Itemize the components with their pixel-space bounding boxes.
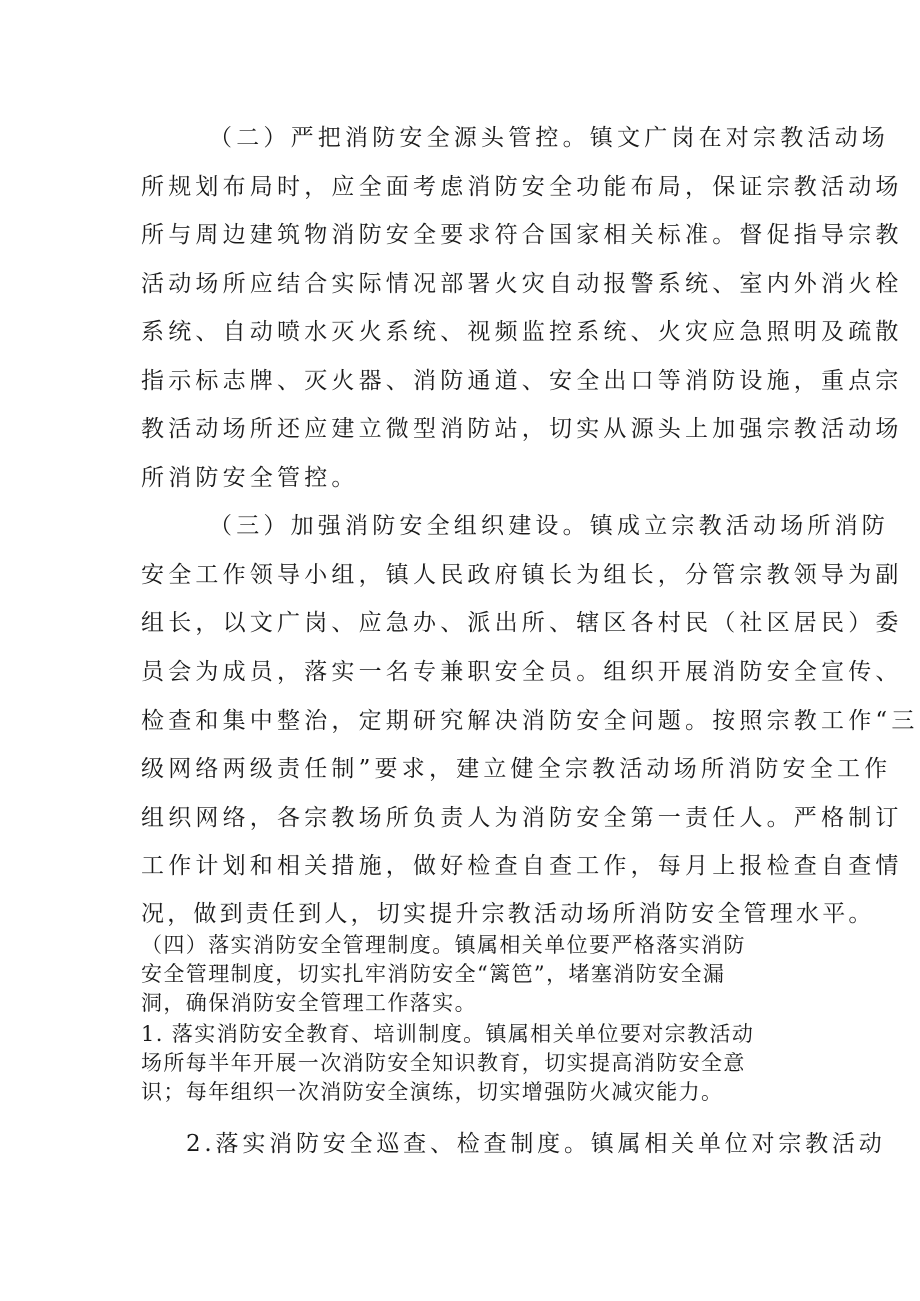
text-line: 活动场所应结合实际情况部署火灾自动报警系统、室内外消火栓 <box>141 271 903 297</box>
text-line: 2.落实消防安全巡查、检查制度。镇属相关单位对宗教活动 <box>186 1131 886 1157</box>
text-line: 况，做到责任到人，切实提升宗教活动场所消防安全管理水平。 <box>141 901 875 927</box>
text-line: （四）落实消防安全管理制度。镇属相关单位要严格落实消防 <box>141 933 746 957</box>
text-line: 安全工作领导小组，镇人民政府镇长为组长，分管宗教领导为副 <box>141 562 903 588</box>
text-line: 识；每年组织一次消防安全演练，切实增强防火减灾能力。 <box>141 1080 724 1104</box>
text-line: 所消防安全管控。 <box>141 465 359 491</box>
text-line: （二）严把消防安全源头管控。镇文广岗在对宗教活动场 <box>209 125 889 151</box>
text-line: （三）加强消防安全组织建设。镇成立宗教活动场所消防 <box>209 513 889 539</box>
text-line: 级网络两级责任制”要求，建立健全宗教活动场所消防安全工作 <box>141 756 892 782</box>
text-line: 所与周边建筑物消防安全要求符合国家相关标准。督促指导宗教 <box>141 222 903 248</box>
text-line: 员会为成员，落实一名专兼职安全员。组织开展消防安全宣传、 <box>141 659 903 685</box>
text-line: 洞，确保消防安全管理工作落实。 <box>141 991 477 1015</box>
text-line: 系统、自动喷水灭火系统、视频监控系统、火灾应急照明及疏散 <box>141 319 903 345</box>
text-line: 工作计划和相关措施，做好检查自查工作，每月上报检查自查情 <box>141 853 903 879</box>
text-line: 1. 落实消防安全教育、培训制度。镇属相关单位要对宗教活动 <box>141 1022 755 1046</box>
text-line: 场所每半年开展一次消防安全知识教育，切实提高消防安全意 <box>141 1051 746 1075</box>
text-line: 所规划布局时，应全面考虑消防安全功能布局，保证宗教活动场 <box>141 174 903 200</box>
text-line: 检查和集中整治，定期研究解决消防安全问题。按照宗教工作“三 <box>141 708 919 734</box>
text-line: 教活动场所还应建立微型消防站，切实从源头上加强宗教活动场 <box>141 416 903 442</box>
text-line: 安全管理制度，切实扎牢消防安全“篱笆”，堵塞消防安全漏 <box>141 962 726 986</box>
text-line: 组织网络，各宗教场所负责人为消防安全第一责任人。严格制订 <box>141 805 903 831</box>
text-line: 组长，以文广岗、应急办、派出所、辖区各村民（社区居民）委 <box>141 610 903 636</box>
text-line: 指示标志牌、灭火器、消防通道、安全出口等消防设施，重点宗 <box>141 368 903 394</box>
